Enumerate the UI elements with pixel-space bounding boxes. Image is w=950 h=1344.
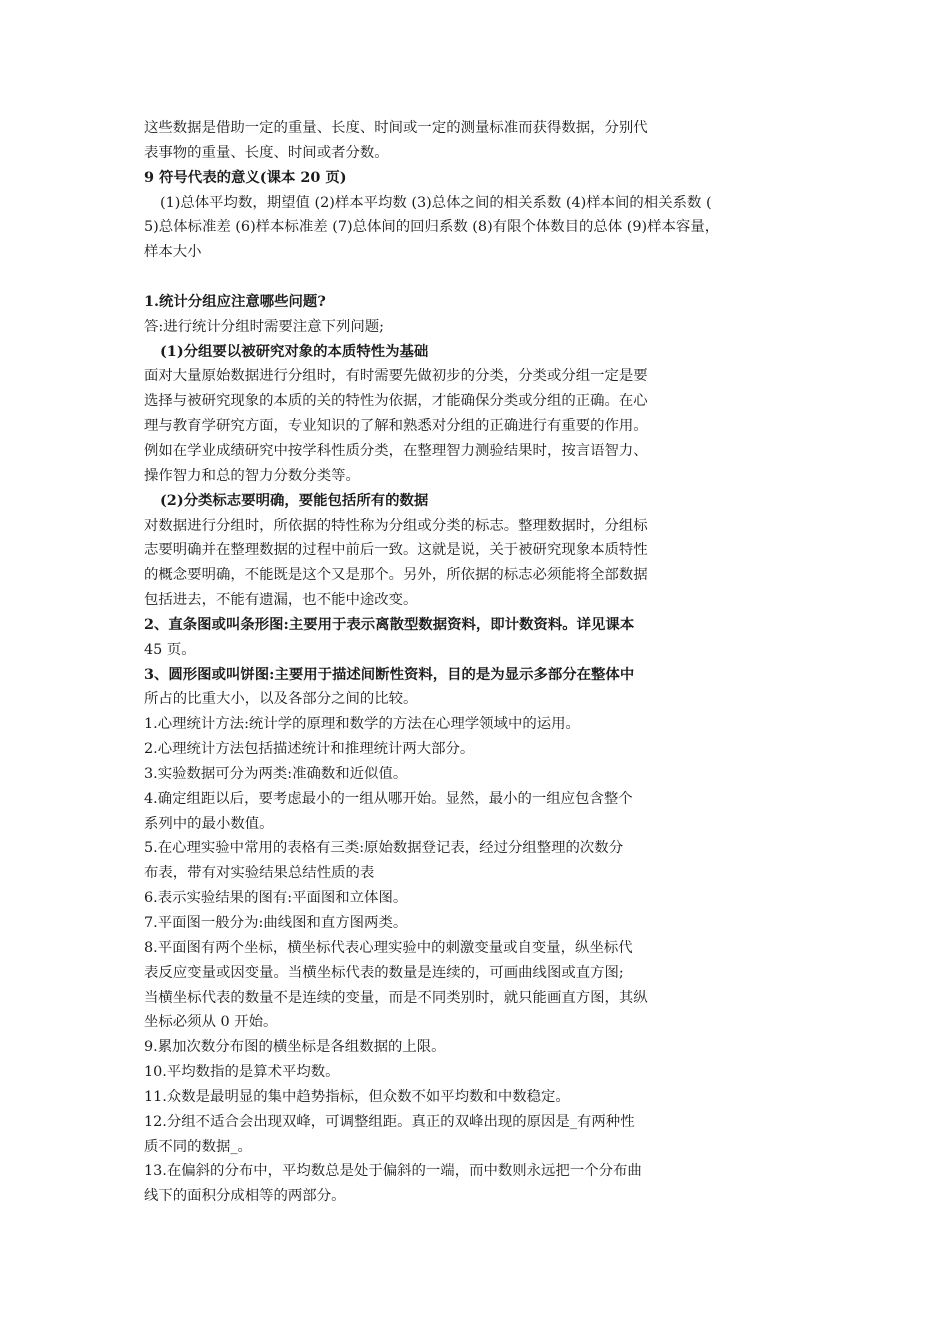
text-line: 当横坐标代表的数量不是连续的变量，而是不同类别时，就只能画直方图，其纵	[144, 989, 648, 1006]
text-line: 的概念要明确，不能既是这个又是那个。另外，所依据的标志必须能将全部数据	[144, 567, 648, 584]
list-item: 11.众数是最明显的集中趋势指标，但众数不如平均数和中数稳定。	[144, 1088, 570, 1105]
list-item: 1.心理统计方法:统计学的原理和数学的方法在心理学领域中的运用。	[144, 716, 580, 733]
text-line: 操作智力和总的智力分数分类等。	[144, 467, 360, 484]
text-line: 答:进行统计分组时需要注意下列问题;	[144, 318, 384, 335]
text-line: 面对大量原始数据进行分组时，有时需要先做初步的分类，分类或分组一定是要	[144, 368, 648, 385]
text-line: 理与教育学研究方面，专业知识的了解和熟悉对分组的正确进行有重要的作用。	[144, 418, 648, 435]
list-item: 6.表示实验结果的图有:平面图和立体图。	[144, 890, 408, 907]
question-heading: 1.统计分组应注意哪些问题?	[144, 292, 326, 310]
list-item: 10.平均数指的是算术平均数。	[144, 1064, 340, 1081]
list-item: 9.累加次数分布图的横坐标是各组数据的上限。	[144, 1039, 446, 1056]
text-line: 系列中的最小数值。	[144, 815, 274, 832]
text-line: 45 页。	[144, 641, 196, 658]
list-item: 4.确定组距以后，要考虑最小的一组从哪开始。显然，最小的一组应包含整个	[144, 790, 633, 807]
list-item: 7.平面图一般分为:曲线图和直方图两类。	[144, 915, 408, 931]
text-line: 坐标必须从 0 开始。	[144, 1014, 278, 1031]
document-body	[144, 116, 804, 1209]
section-heading: 3、圆形图或叫饼图:主要用于描述间断性资料，目的是为显示多部分在整体中	[144, 665, 635, 683]
text-line: 志要明确并在整理数据的过程中前后一致。这就是说，关于被研究现象本质特性	[144, 542, 648, 559]
list-item: 12.分组不适合会出现双峰，可调整组距。真正的双峰出现的原因是_有两种性	[144, 1113, 635, 1130]
text-line: 例如在学业成绩研究中按学科性质分类，在整理智力测验结果时，按言语智力、	[144, 442, 648, 459]
subheading: (2)分类标志要明确，要能包括所有的数据	[160, 491, 429, 509]
list-item: 3.实验数据可分为两类:准确数和近似值。	[144, 765, 408, 782]
text-line: 5)总体标准差 (6)样本标准差 (7)总体间的回归系数 (8)有限个体数目的总体 (9)样本容量，	[144, 219, 720, 236]
text-line: 线下的面积分成相等的两部分。	[144, 1188, 346, 1205]
text-line: 选择与被研究现象的本质的关的特性为依据，才能确保分类或分组的正确。在心	[144, 393, 648, 410]
text-line: 样本大小	[144, 244, 202, 261]
blank-line	[144, 265, 804, 290]
list-item: 5.在心理实验中常用的表格有三类:原始数据登记表，经过分组整理的次数分	[144, 840, 624, 857]
list-item: 8.平面图有两个坐标，横坐标代表心理实验中的刺激变量或自变量，纵坐标代	[144, 939, 633, 956]
text-line: 质不同的数据_。	[144, 1138, 252, 1155]
list-item: 13.在偏斜的分布中，平均数总是处于偏斜的一端，而中数则永远把一个分布曲	[144, 1163, 642, 1180]
subheading: (1)分组要以被研究对象的本质特性为基础	[160, 342, 429, 360]
section-heading: 9 符号代表的意义(课本 20 页)	[144, 168, 347, 186]
text-line: 这些数据是借助一定的重量、长度、时间或一定的测量标准而获得数据，分别代	[144, 120, 648, 136]
text-line: (1)总体平均数，期望值 (2)样本平均数 (3)总体之间的相关系数 (4)样本间的相关系数 (	[160, 194, 712, 211]
text-line: 对数据进行分组时，所依据的特性称为分组或分类的标志。整理数据时，分组标	[144, 517, 648, 534]
section-heading: 2、直条图或叫条形图:主要用于表示离散型数据资料，即计数资料。详见课本	[144, 615, 635, 633]
text-line: 表事物的重量、长度、时间或者分数。	[144, 144, 389, 161]
list-item: 2.心理统计方法包括描述统计和推理统计两大部分。	[144, 741, 475, 758]
text-line: 布表，带有对实验结果总结性质的表	[144, 865, 375, 882]
text-line: 所占的比重大小，以及各部分之间的比较。	[144, 691, 418, 708]
text-line: 表反应变量或因变量。当横坐标代表的数量是连续的，可画曲线图或直方图;	[144, 964, 624, 981]
text-line: 包括进去，不能有遗漏，也不能中途改变。	[144, 592, 418, 609]
